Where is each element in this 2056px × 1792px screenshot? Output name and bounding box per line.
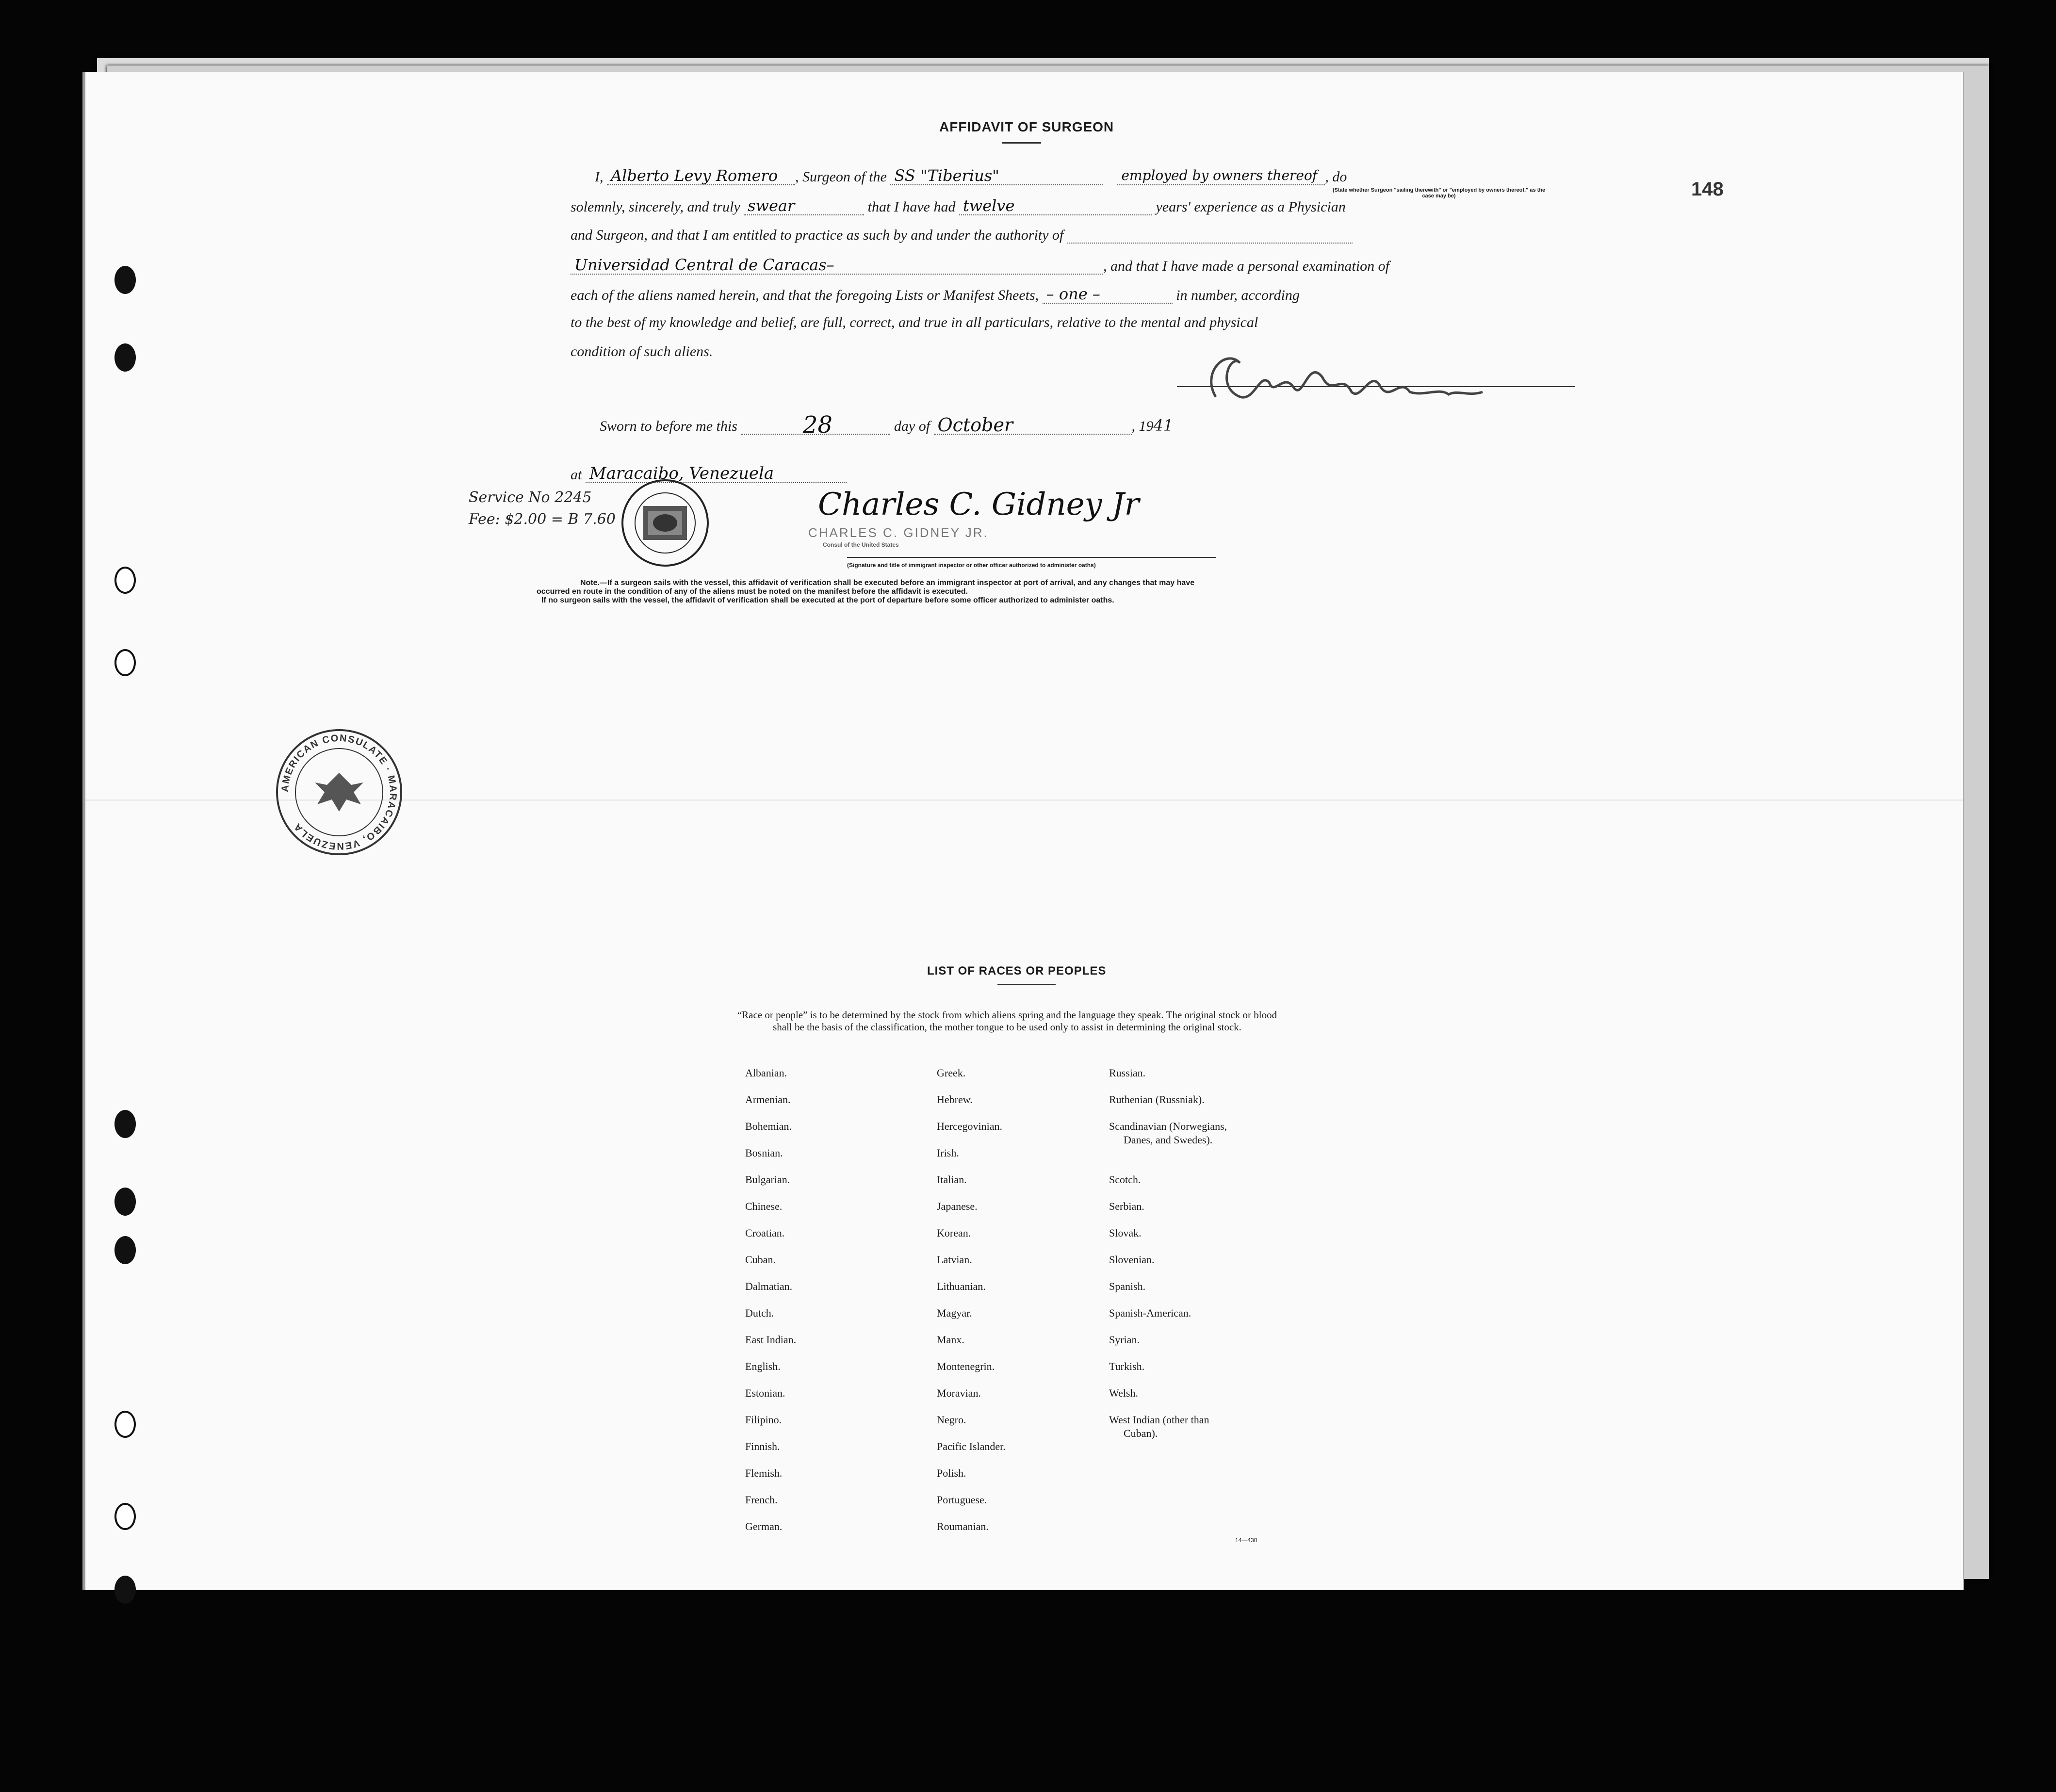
races-column-1 [745,1067,796,1548]
race-item: Negro. [937,1414,966,1426]
binder-hole [114,1188,136,1216]
race-item: Ruthenian (Russniak). [1109,1093,1205,1106]
line1-pre: I, [595,169,604,185]
affidavit-line-7: condition of such aliens. [571,343,713,359]
race-item: West Indian (other than [1109,1414,1209,1426]
employment-field: employed by owners thereof [1117,167,1325,185]
place-field: Maracaibo, Venezuela [586,465,847,483]
race-item: Spanish-American. [1109,1307,1191,1319]
sworn-month-field: October [934,416,1132,435]
note-line-3: If no surgeon sails with the vessel, the affidavit of verification shall be executed at the port of departure before some officer authorized to administer oaths. [541,596,1114,604]
line5-pre: each of the aliens named herein, and that the foregoing Lists or Manifest Sheets, [571,287,1039,303]
race-item: Moravian. [937,1387,981,1399]
note-label: Note. [580,579,600,587]
binder-hole [114,1576,136,1604]
race-item: Korean. [937,1227,971,1239]
race-item: Hercegovinian. [937,1120,1002,1132]
authority-field: Universidad Central de Caracas– [571,256,1103,275]
race-item: French. [745,1494,778,1506]
race-item: Japanese. [937,1200,978,1212]
race-item: Cuban. [745,1254,776,1266]
binder-hole [114,567,136,594]
race-item: Scandinavian (Norwegians, [1109,1120,1227,1132]
race-item: Irish. [937,1147,959,1159]
affidavit-line-3 [571,227,1353,244]
races-title-rule [997,984,1056,985]
race-item: Danes, and Swedes). [1124,1134,1213,1146]
race-item: English. [745,1360,781,1372]
sworn-mid: day of [894,418,930,434]
binder-hole [114,1110,136,1138]
seal-text: AMERICAN CONSULATE · MARACAIBO, VENEZUELA [279,733,399,852]
race-item: Bohemian. [745,1120,792,1132]
race-item: Portuguese. [937,1494,987,1506]
employment-caption: (State whether Surgeon "sailing therewith" or "employed by owners thereof," as the case may be) [1332,187,1546,199]
form-number: 14—430 [1235,1537,1257,1544]
race-item: Armenian. [745,1093,791,1106]
race-item: Greek. [937,1067,966,1079]
place-pre: at [571,467,582,483]
title-rule [1002,142,1041,144]
race-item: Magyar. [937,1307,972,1319]
race-item: Slovenian. [1109,1254,1155,1266]
race-item: Flemish. [745,1467,783,1479]
race-item: Lithuanian. [937,1280,986,1292]
sheets-field: – one – [1043,285,1173,304]
surgeon-signature [1196,343,1565,416]
race-item: Serbian. [1109,1200,1144,1212]
race-item: Russian. [1109,1067,1146,1079]
consulate-seal-stamp [619,477,711,569]
race-item: Filipino. [745,1414,782,1426]
races-intro: “Race or people” is to be determined by the stock from which aliens spring and the language they speak. The original stock or blood shall be the basis of the classification, the mother tongue to be used only to assist in determining the original stock. [737,1009,1277,1033]
race-item: Montenegrin. [937,1360,995,1372]
races-column-3 [1109,1067,1227,1454]
sworn-year-prefix: , 19 [1131,418,1154,434]
race-item: Syrian. [1109,1334,1140,1346]
race-item: Bosnian. [745,1147,783,1159]
sworn-line [600,411,1174,439]
race-item: Latvian. [937,1254,972,1266]
oath-field: swear [744,197,864,215]
affidavit-line-1 [571,167,1347,185]
binder-hole [114,343,136,372]
sworn-pre: Sworn to before me this [600,418,737,434]
line1-mid: , Surgeon of the [795,169,887,185]
line2-pre: solemnly, sincerely, and truly [571,199,740,215]
line5-post: in number, according [1176,287,1300,303]
affidavit-note [537,579,1487,605]
race-item: Polish. [937,1467,966,1479]
affidavit-line-2 [571,197,1346,215]
race-item: Cuban). [1124,1427,1158,1439]
race-item: Croatian. [745,1227,785,1239]
service-fee: Fee: $2.00 = B 7.60 [469,511,616,528]
race-item: German. [745,1520,783,1532]
race-item: Scotch. [1109,1173,1141,1186]
race-item: Finnish. [745,1440,780,1452]
authority-blank [1067,243,1353,244]
binder-hole [114,1236,136,1264]
sworn-year-field: 41 [1153,416,1174,435]
race-item: Italian. [937,1173,967,1186]
race-item: Hebrew. [937,1093,973,1106]
affidavit-line-6: to the best of my knowledge and belief, are full, correct, and true in all particulars, relative to the mental and physical [571,314,1258,330]
binder-hole [114,1503,136,1530]
race-item: Dalmatian. [745,1280,793,1292]
officer-signature-line [847,557,1216,558]
race-item: Dutch. [745,1307,774,1319]
years-field: twelve [959,197,1152,215]
race-item: Welsh. [1109,1387,1138,1399]
affidavit-line-5 [571,285,1300,304]
line2-post: years' experience as a Physician [1156,199,1346,215]
note-line-1: —If a surgeon sails with the vessel, this affidavit of verification shall be executed before an immigrant inspector at port of arrival, and any changes that may have [600,579,1195,587]
officer-signature: Charles C. Gidney Jr [818,487,1140,522]
race-item: Bulgarian. [745,1173,790,1186]
affidavit-title: AFFIDAVIT OF SURGEON [939,119,1114,134]
race-item: Pacific Islander. [937,1440,1006,1452]
page-number: 148 [1691,179,1724,200]
service-number: Service No 2245 [469,489,592,506]
surgeon-name-field: Alberto Levy Romero [607,167,795,185]
line3-text: and Surgeon, and that I am entitled to practice as such by and under the authority of [571,227,1064,243]
consulate-seal [269,722,409,863]
officer-name-stamp: CHARLES C. GIDNEY JR. [808,525,989,540]
binder-hole [114,266,136,294]
affidavit-line-4 [571,256,1389,275]
race-item: Albanian. [745,1067,787,1079]
races-column-2 [937,1067,1006,1548]
sworn-day-field: 28 [741,416,890,435]
vessel-name-field: SS "Tiberius" [890,167,1103,185]
line1-post: , do [1325,169,1347,185]
race-item: Roumanian. [937,1520,989,1532]
signature-caption: (Signature and title of immigrant inspector or other officer authorized to administer oaths) [847,562,1096,569]
race-item: Chinese. [745,1200,783,1212]
race-item: Turkish. [1109,1360,1145,1372]
race-item: East Indian. [745,1334,797,1346]
race-item: Spanish. [1109,1280,1146,1292]
race-item: Manx. [937,1334,964,1346]
line4-post: , and that I have made a personal examination of [1103,258,1389,274]
note-line-2: occurred en route in the condition of any of the aliens must be noted on the manifest before the affidavit is executed. [537,587,968,596]
race-item: Slovak. [1109,1227,1142,1239]
officer-title-stamp: Consul of the United States [823,541,899,548]
race-item: Estonian. [745,1387,785,1399]
races-title: LIST OF RACES OR PEOPLES [927,964,1107,977]
document-page [82,72,1964,1590]
line2-mid: that I have had [867,199,956,215]
binder-hole [114,1411,136,1438]
binder-hole [114,649,136,676]
